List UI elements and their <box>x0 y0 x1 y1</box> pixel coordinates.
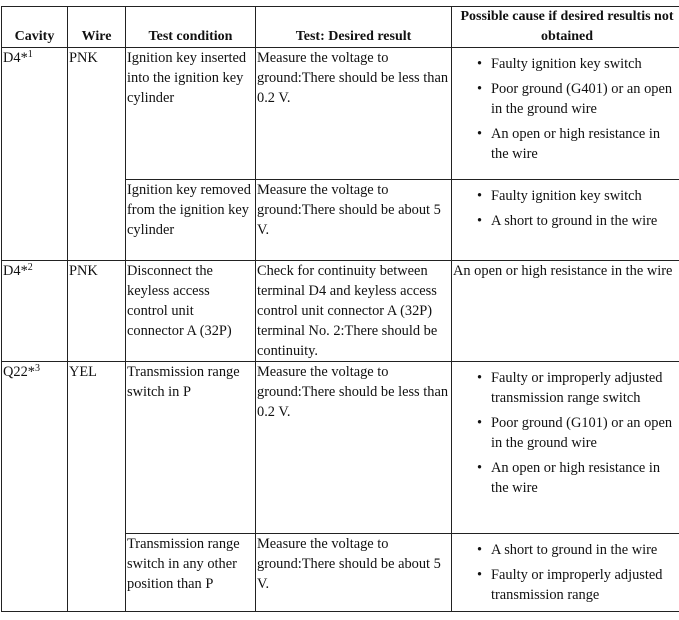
desired-result: Check for continuity between terminal D4 and keyless access control unit connector A (32P) terminal No. 2:There should be continuity. <box>256 261 452 362</box>
possible-cause <box>452 180 679 261</box>
cavity-label: D4* <box>3 50 28 66</box>
header-cavity: Cavity <box>2 7 68 48</box>
desired-result: Measure the voltage to ground:There should be about 5 V. <box>256 180 452 261</box>
list-item: • A short to ground in the wire <box>491 540 679 560</box>
list-item: • An open or high resistance in the wire <box>491 458 679 498</box>
header-possible-cause: Possible cause if desired resultis not obtained <box>452 7 679 48</box>
possible-cause <box>452 534 679 612</box>
list-item: • Faulty ignition key switch <box>491 186 679 206</box>
wire-color: YEL <box>68 362 126 612</box>
list-item: • A short to ground in the wire <box>491 211 679 231</box>
cavity-footnote: 3 <box>34 363 40 374</box>
list-item: • An open or high resistance in the wire <box>491 124 679 164</box>
header-wire: Wire <box>68 7 126 48</box>
cavity-cell <box>2 362 68 612</box>
header-test-condition: Test condition <box>126 7 256 48</box>
cavity-footnote: 2 <box>27 262 33 273</box>
test-condition: Ignition key removed from the ignition key cylinder <box>126 180 256 261</box>
table-row <box>2 48 679 180</box>
desired-result: Measure the voltage to ground:There should be less than 0.2 V. <box>256 48 452 180</box>
test-condition: Disconnect the keyless access control unit connector A (32P) <box>126 261 256 362</box>
cavity-cell <box>2 48 68 261</box>
cause-list <box>453 540 679 605</box>
list-item: • Poor ground (G101) or an open in the ground wire <box>491 413 679 453</box>
wire-color: PNK <box>68 48 126 261</box>
cavity-cell <box>2 261 68 362</box>
list-item: • Faulty or improperly adjusted transmission range <box>491 565 679 605</box>
cause-list <box>453 54 679 164</box>
possible-cause <box>452 362 679 534</box>
cavity-label: Q22* <box>3 364 35 380</box>
cause-list <box>453 368 679 498</box>
desired-result: Measure the voltage to ground:There should be less than 0.2 V. <box>256 362 452 534</box>
header-desired-result: Test: Desired result <box>256 7 452 48</box>
diagnostic-table <box>1 6 679 612</box>
test-condition: Transmission range switch in any other position than P <box>126 534 256 612</box>
list-item: • Faulty or improperly adjusted transmission range switch <box>491 368 679 408</box>
cavity-footnote: 1 <box>27 49 33 60</box>
cavity-label: D4* <box>3 263 28 279</box>
test-condition: Ignition key inserted into the ignition key cylinder <box>126 48 256 180</box>
cause-list <box>453 186 679 231</box>
table-row <box>2 362 679 534</box>
wire-color: PNK <box>68 261 126 362</box>
desired-result: Measure the voltage to ground:There should be about 5 V. <box>256 534 452 612</box>
list-item: • Poor ground (G401) or an open in the ground wire <box>491 79 679 119</box>
possible-cause: An open or high resistance in the wire <box>452 261 679 362</box>
test-condition: Transmission range switch in P <box>126 362 256 534</box>
header-row <box>2 7 679 48</box>
table-row <box>2 261 679 362</box>
list-item: • Faulty ignition key switch <box>491 54 679 74</box>
possible-cause <box>452 48 679 180</box>
